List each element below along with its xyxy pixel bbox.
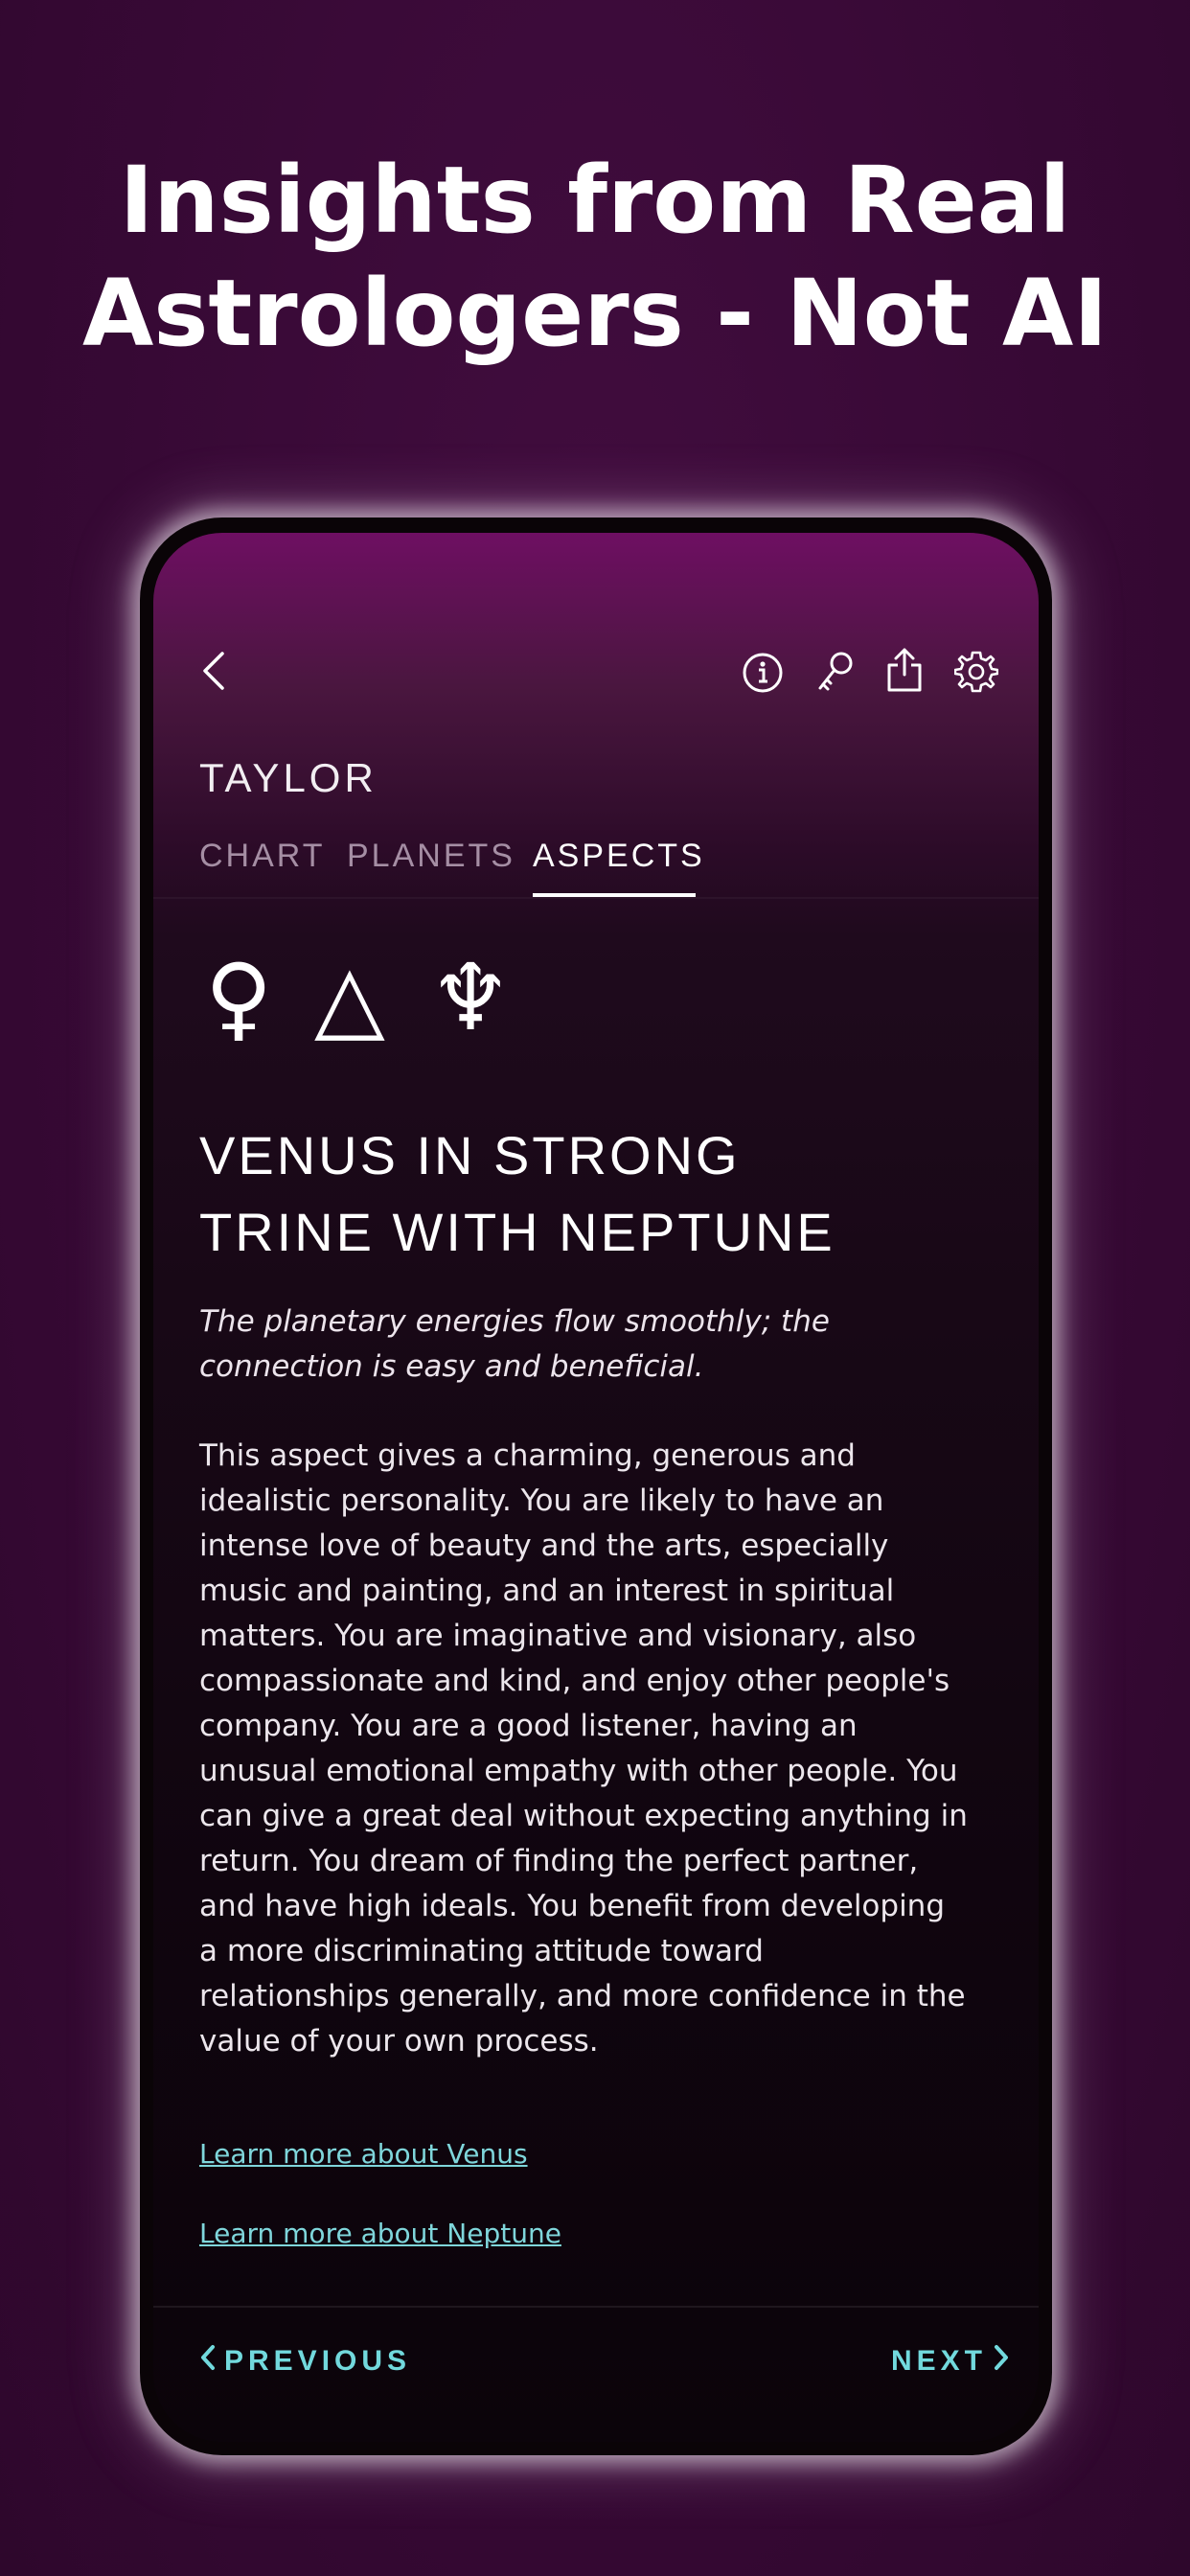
headline (0, 144, 1190, 370)
next-button[interactable] (891, 2344, 1010, 2379)
description-line: a more discriminating attitude toward (199, 1934, 764, 1968)
neptune-symbol-icon: ♆ (429, 944, 513, 1051)
chevron-right-icon (987, 2344, 1010, 2379)
phone-frame (140, 518, 1052, 2455)
description-line: compassionate and kind, and enjoy other people's (199, 1664, 950, 1698)
headline-line-2: Astrologers - Not AI (81, 260, 1109, 367)
aspect-title-line-2: TRINE WITH NEPTUNE (199, 1202, 835, 1262)
description-line: intense love of beauty and the arts, especially (199, 1529, 889, 1563)
previous-label: PREVIOUS (224, 2345, 412, 2377)
key-icon[interactable] (814, 650, 857, 696)
description-line: idealistic personality. You are likely to have an (199, 1484, 884, 1518)
info-icon[interactable] (742, 652, 784, 694)
aspect-description (199, 1434, 995, 2064)
profile-name: TAYLOR (199, 755, 378, 800)
phone-screen (153, 533, 1039, 2442)
description-line: return. You dream of finding the perfect partner, (199, 1844, 919, 1878)
aspect-title-line-1: VENUS IN STRONG (199, 1125, 741, 1185)
next-label: NEXT (891, 2345, 988, 2377)
venus-symbol-icon: ♀ (205, 944, 273, 1051)
share-icon[interactable] (883, 646, 926, 694)
back-chevron-icon[interactable] (199, 650, 228, 692)
learn-more-neptune-link[interactable]: Learn more about Neptune (199, 2218, 561, 2249)
aspect-subtitle: The planetary energies flow smoothly; the connection is easy and beneficial. (199, 1304, 830, 1384)
header (153, 533, 1039, 907)
description-line: matters. You are imaginative and visionary, also (199, 1619, 917, 1653)
description-line: This aspect gives a charming, generous and (199, 1438, 856, 1473)
learn-more-venus-link[interactable]: Learn more about Venus (199, 2138, 528, 2170)
description-line: company. You are a good listener, having an (199, 1709, 858, 1743)
description-line: can give a great deal without expecting anything in (199, 1799, 968, 1833)
tab-chart[interactable]: CHART (199, 838, 326, 874)
description-line: and have high ideals. You benefit from developing (199, 1889, 946, 1923)
aspect-title (199, 1117, 985, 1271)
previous-button[interactable] (199, 2344, 411, 2379)
description-line: unusual emotional empathy with other people. You (199, 1754, 958, 1788)
trine-symbol-icon: △ (314, 944, 385, 1051)
description-line: music and painting, and an interest in spiritual (199, 1574, 895, 1608)
description-line: relationships generally, and more confidence in the (199, 1979, 966, 2013)
header-divider (153, 897, 1039, 899)
tab-planets[interactable]: PLANETS (347, 838, 515, 874)
settings-gear-icon[interactable] (954, 650, 998, 694)
footer-divider (153, 2306, 1039, 2308)
description-line: value of your own process. (199, 2024, 599, 2058)
chevron-left-icon (199, 2344, 224, 2379)
headline-line-1: Insights from Real (119, 147, 1071, 254)
tab-aspects[interactable]: ASPECTS (533, 838, 705, 874)
